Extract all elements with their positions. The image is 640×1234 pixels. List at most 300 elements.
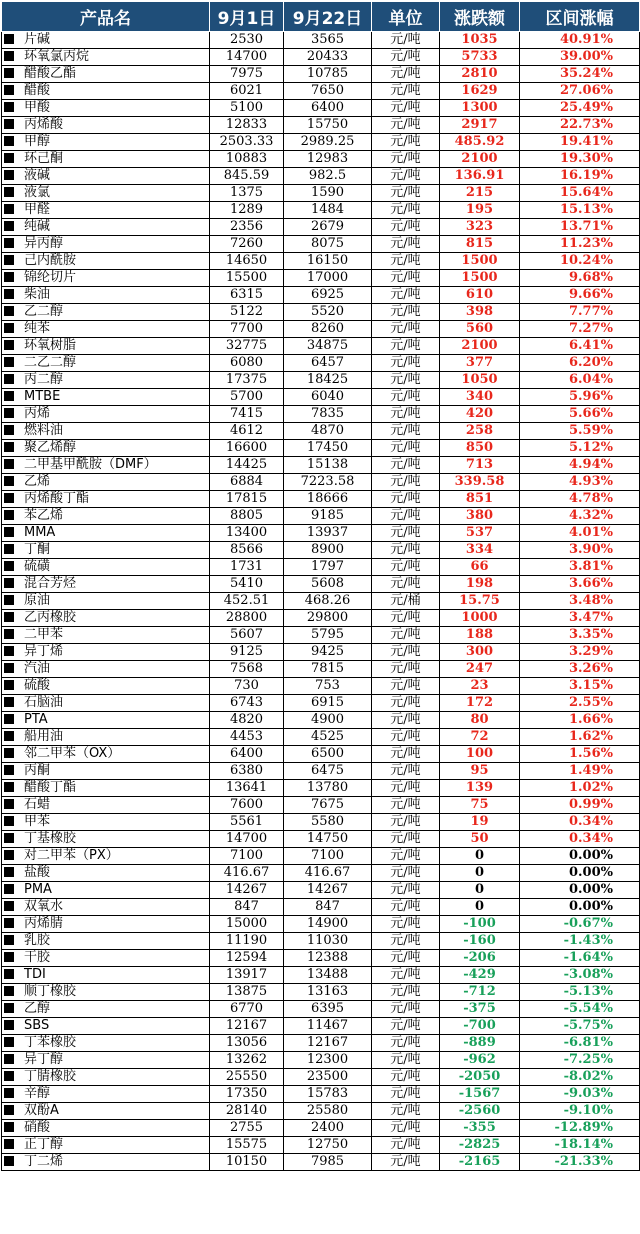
table-row xyxy=(2,66,640,83)
price-sep-1-cell: 6884 xyxy=(210,474,284,491)
bullet-square-icon xyxy=(4,442,14,452)
table-row xyxy=(2,848,640,865)
product-name: 丁苯橡胶 xyxy=(24,1035,77,1050)
change-percent-cell: 5.59% xyxy=(520,423,640,440)
price-sep-22-cell: 7100 xyxy=(284,848,372,865)
unit-cell: 元/吨 xyxy=(372,83,440,100)
change-percent-cell: 22.73% xyxy=(520,117,640,134)
change-amount-cell: 2917 xyxy=(440,117,520,134)
price-sep-22-cell: 15783 xyxy=(284,1086,372,1103)
table-row xyxy=(2,1052,640,1069)
bullet-square-icon xyxy=(4,476,14,486)
table-row xyxy=(2,117,640,134)
price-sep-1-cell: 14700 xyxy=(210,49,284,66)
change-amount-cell: 15.75 xyxy=(440,593,520,610)
table-row xyxy=(2,644,640,661)
price-sep-1-cell: 17375 xyxy=(210,372,284,389)
change-percent-cell: 2.55% xyxy=(520,695,640,712)
price-sep-22-cell: 25580 xyxy=(284,1103,372,1120)
unit-cell: 元/吨 xyxy=(372,508,440,525)
product-name-cell xyxy=(2,151,210,168)
product-name: 醋酸丁酯 xyxy=(24,780,77,795)
unit-cell: 元/吨 xyxy=(372,134,440,151)
price-sep-1-cell: 2503.33 xyxy=(210,134,284,151)
product-name: 丙烯酸 xyxy=(24,117,64,132)
change-amount-cell: -1567 xyxy=(440,1086,520,1103)
product-name: 硫磺 xyxy=(24,559,51,574)
unit-cell: 元/吨 xyxy=(372,270,440,287)
product-name-cell xyxy=(2,389,210,406)
product-name-cell xyxy=(2,83,210,100)
change-amount-cell: -700 xyxy=(440,1018,520,1035)
product-name-cell xyxy=(2,882,210,899)
price-sep-1-cell: 17815 xyxy=(210,491,284,508)
price-sep-22-cell: 468.26 xyxy=(284,593,372,610)
bullet-square-icon xyxy=(4,374,14,384)
unit-cell: 元/吨 xyxy=(372,117,440,134)
product-name-cell xyxy=(2,355,210,372)
unit-cell: 元/吨 xyxy=(372,338,440,355)
change-amount-cell: 247 xyxy=(440,661,520,678)
price-sep-22-cell: 12300 xyxy=(284,1052,372,1069)
unit-cell: 元/吨 xyxy=(372,219,440,236)
bullet-square-icon xyxy=(4,833,14,843)
price-sep-1-cell: 15575 xyxy=(210,1137,284,1154)
price-sep-1-cell: 7975 xyxy=(210,66,284,83)
table-row xyxy=(2,899,640,916)
product-name: 环氧树脂 xyxy=(24,338,77,353)
change-percent-cell: -5.75% xyxy=(520,1018,640,1035)
price-sep-22-cell: 12983 xyxy=(284,151,372,168)
product-name: 醋酸乙酯 xyxy=(24,66,77,81)
product-name: 邻二甲苯（OX） xyxy=(24,746,121,761)
product-name: 甲醛 xyxy=(24,202,51,217)
product-name: 丁酮 xyxy=(24,542,51,557)
change-percent-cell: 5.12% xyxy=(520,440,640,457)
price-sep-22-cell: 20433 xyxy=(284,49,372,66)
bullet-square-icon xyxy=(4,1071,14,1081)
change-amount-cell: 100 xyxy=(440,746,520,763)
product-name: 己内酰胺 xyxy=(24,253,77,268)
unit-cell: 元/吨 xyxy=(372,916,440,933)
bullet-square-icon xyxy=(4,204,14,214)
change-percent-cell: 19.30% xyxy=(520,151,640,168)
product-name: 二甲基甲酰胺（DMF） xyxy=(24,457,157,472)
product-name: 柴油 xyxy=(24,287,51,302)
price-sep-22-cell: 13937 xyxy=(284,525,372,542)
table-row xyxy=(2,525,640,542)
bullet-square-icon xyxy=(4,68,14,78)
table-row xyxy=(2,763,640,780)
product-name: 二乙二醇 xyxy=(24,355,77,370)
product-name-cell xyxy=(2,253,210,270)
change-percent-cell: 10.24% xyxy=(520,253,640,270)
unit-cell: 元/吨 xyxy=(372,1103,440,1120)
product-name-cell xyxy=(2,1035,210,1052)
change-percent-cell: 9.68% xyxy=(520,270,640,287)
change-amount-cell: 1300 xyxy=(440,100,520,117)
product-name: 异丙醇 xyxy=(24,236,64,251)
bullet-square-icon xyxy=(4,952,14,962)
change-amount-cell: -375 xyxy=(440,1001,520,1018)
price-sep-1-cell: 11190 xyxy=(210,933,284,950)
bullet-square-icon xyxy=(4,1054,14,1064)
price-sep-1-cell: 28800 xyxy=(210,610,284,627)
product-name: 干胶 xyxy=(24,950,51,965)
change-amount-cell: 851 xyxy=(440,491,520,508)
bullet-square-icon xyxy=(4,1088,14,1098)
price-sep-1-cell: 7415 xyxy=(210,406,284,423)
product-name: 甲醇 xyxy=(24,134,51,149)
product-name-cell xyxy=(2,270,210,287)
unit-cell: 元/吨 xyxy=(372,457,440,474)
price-sep-1-cell: 6380 xyxy=(210,763,284,780)
price-sep-1-cell: 8566 xyxy=(210,542,284,559)
price-sep-22-cell: 34875 xyxy=(284,338,372,355)
table-row xyxy=(2,610,640,627)
change-percent-cell: 3.29% xyxy=(520,644,640,661)
price-sep-22-cell: 4525 xyxy=(284,729,372,746)
change-amount-cell: 1035 xyxy=(440,32,520,49)
product-name-cell xyxy=(2,1154,210,1171)
change-amount-cell: 560 xyxy=(440,321,520,338)
product-name: 双酚A xyxy=(24,1103,59,1118)
product-name: 辛醇 xyxy=(24,1086,51,1101)
product-name: 片碱 xyxy=(24,32,51,47)
price-sep-1-cell: 15500 xyxy=(210,270,284,287)
bullet-square-icon xyxy=(4,272,14,282)
price-sep-1-cell: 5100 xyxy=(210,100,284,117)
change-percent-cell: 0.00% xyxy=(520,848,640,865)
change-percent-cell: 6.04% xyxy=(520,372,640,389)
change-percent-cell: 11.23% xyxy=(520,236,640,253)
change-amount-cell: 95 xyxy=(440,763,520,780)
table-row xyxy=(2,321,640,338)
product-name-cell xyxy=(2,219,210,236)
table-row xyxy=(2,185,640,202)
change-amount-cell: 72 xyxy=(440,729,520,746)
bullet-square-icon xyxy=(4,510,14,520)
product-name-cell xyxy=(2,559,210,576)
price-sep-22-cell: 12167 xyxy=(284,1035,372,1052)
bullet-square-icon xyxy=(4,901,14,911)
table-row xyxy=(2,270,640,287)
price-sep-1-cell: 5607 xyxy=(210,627,284,644)
change-percent-cell: 0.00% xyxy=(520,882,640,899)
change-amount-cell: 66 xyxy=(440,559,520,576)
change-amount-cell: -2165 xyxy=(440,1154,520,1171)
unit-cell: 元/吨 xyxy=(372,610,440,627)
table-row xyxy=(2,967,640,984)
table-row xyxy=(2,1103,640,1120)
product-name-cell xyxy=(2,440,210,457)
bullet-square-icon xyxy=(4,102,14,112)
price-sep-22-cell: 11030 xyxy=(284,933,372,950)
table-row xyxy=(2,440,640,457)
change-amount-cell: 172 xyxy=(440,695,520,712)
change-percent-cell: 40.91% xyxy=(520,32,640,49)
table-row xyxy=(2,865,640,882)
price-sep-22-cell: 7985 xyxy=(284,1154,372,1171)
product-name-cell xyxy=(2,406,210,423)
table-row xyxy=(2,1035,640,1052)
price-sep-1-cell: 1289 xyxy=(210,202,284,219)
unit-cell: 元/吨 xyxy=(372,695,440,712)
change-percent-cell: 3.81% xyxy=(520,559,640,576)
bullet-square-icon xyxy=(4,323,14,333)
bullet-square-icon xyxy=(4,680,14,690)
product-name: PTA xyxy=(24,712,48,727)
unit-cell: 元/吨 xyxy=(372,202,440,219)
bullet-square-icon xyxy=(4,85,14,95)
price-sep-1-cell: 16600 xyxy=(210,440,284,457)
change-amount-cell: 0 xyxy=(440,899,520,916)
bullet-square-icon xyxy=(4,51,14,61)
change-percent-cell: 3.90% xyxy=(520,542,640,559)
product-name: 丁基橡胶 xyxy=(24,831,77,846)
unit-cell: 元/吨 xyxy=(372,848,440,865)
price-sep-22-cell: 5795 xyxy=(284,627,372,644)
table-row xyxy=(2,100,640,117)
product-name: 硝酸 xyxy=(24,1120,51,1135)
product-name-cell xyxy=(2,763,210,780)
change-percent-cell: 5.66% xyxy=(520,406,640,423)
product-name-cell xyxy=(2,202,210,219)
bullet-square-icon xyxy=(4,867,14,877)
product-name: 液氯 xyxy=(24,185,51,200)
price-sep-22-cell: 13488 xyxy=(284,967,372,984)
bullet-square-icon xyxy=(4,493,14,503)
bullet-square-icon xyxy=(4,136,14,146)
price-sep-22-cell: 16150 xyxy=(284,253,372,270)
unit-cell: 元/吨 xyxy=(372,882,440,899)
change-percent-cell: 3.48% xyxy=(520,593,640,610)
product-name: 船用油 xyxy=(24,729,64,744)
table-row xyxy=(2,83,640,100)
product-name: 石脑油 xyxy=(24,695,64,710)
product-name: 丙酮 xyxy=(24,763,51,778)
unit-cell: 元/吨 xyxy=(372,287,440,304)
price-sep-22-cell: 12750 xyxy=(284,1137,372,1154)
change-percent-cell: -18.14% xyxy=(520,1137,640,1154)
bullet-square-icon xyxy=(4,459,14,469)
price-sep-1-cell: 6315 xyxy=(210,287,284,304)
change-amount-cell: 5733 xyxy=(440,49,520,66)
unit-cell: 元/吨 xyxy=(372,236,440,253)
bullet-square-icon xyxy=(4,527,14,537)
price-sep-1-cell: 12594 xyxy=(210,950,284,967)
table-row xyxy=(2,304,640,321)
product-name: TDI xyxy=(24,967,46,982)
change-amount-cell: 537 xyxy=(440,525,520,542)
unit-cell: 元/吨 xyxy=(372,32,440,49)
table-row xyxy=(2,1086,640,1103)
price-sep-22-cell: 17450 xyxy=(284,440,372,457)
product-name: 乙丙橡胶 xyxy=(24,610,77,625)
change-amount-cell: 420 xyxy=(440,406,520,423)
product-name-cell xyxy=(2,593,210,610)
change-percent-cell: 4.32% xyxy=(520,508,640,525)
change-percent-cell: -1.43% xyxy=(520,933,640,950)
price-sep-22-cell: 6915 xyxy=(284,695,372,712)
unit-cell: 元/吨 xyxy=(372,1001,440,1018)
table-row xyxy=(2,287,640,304)
price-sep-1-cell: 5700 xyxy=(210,389,284,406)
product-name: MTBE xyxy=(24,389,61,404)
change-percent-cell: 3.35% xyxy=(520,627,640,644)
price-sep-22-cell: 6925 xyxy=(284,287,372,304)
product-name-cell xyxy=(2,236,210,253)
change-amount-cell: 1050 xyxy=(440,372,520,389)
change-percent-cell: 15.64% xyxy=(520,185,640,202)
unit-cell: 元/吨 xyxy=(372,423,440,440)
change-amount-cell: 23 xyxy=(440,678,520,695)
unit-cell: 元/吨 xyxy=(372,763,440,780)
unit-cell: 元/吨 xyxy=(372,100,440,117)
product-name-cell xyxy=(2,729,210,746)
product-name: 丁二烯 xyxy=(24,1154,64,1169)
change-amount-cell: -2560 xyxy=(440,1103,520,1120)
table-row xyxy=(2,627,640,644)
price-sep-1-cell: 13641 xyxy=(210,780,284,797)
price-sep-1-cell: 8805 xyxy=(210,508,284,525)
product-name: 聚乙烯醇 xyxy=(24,440,77,455)
price-sep-1-cell: 2530 xyxy=(210,32,284,49)
product-name: 混合芳烃 xyxy=(24,576,77,591)
change-amount-cell: 380 xyxy=(440,508,520,525)
price-sep-22-cell: 4870 xyxy=(284,423,372,440)
product-name-cell xyxy=(2,1001,210,1018)
change-amount-cell: 398 xyxy=(440,304,520,321)
price-sep-1-cell: 4453 xyxy=(210,729,284,746)
change-amount-cell: 188 xyxy=(440,627,520,644)
bullet-square-icon xyxy=(4,731,14,741)
change-percent-cell: 16.19% xyxy=(520,168,640,185)
bullet-square-icon xyxy=(4,578,14,588)
bullet-square-icon xyxy=(4,34,14,44)
product-name: SBS xyxy=(24,1018,50,1033)
product-name: 二甲苯 xyxy=(24,627,64,642)
change-percent-cell: 9.66% xyxy=(520,287,640,304)
table-row xyxy=(2,423,640,440)
table-row xyxy=(2,1069,640,1086)
change-percent-cell: -21.33% xyxy=(520,1154,640,1171)
product-name-cell xyxy=(2,797,210,814)
unit-cell: 元/吨 xyxy=(372,729,440,746)
unit-cell: 元/吨 xyxy=(372,746,440,763)
change-percent-cell: 0.34% xyxy=(520,814,640,831)
product-name: 石蜡 xyxy=(24,797,51,812)
product-name-cell xyxy=(2,984,210,1001)
header-sep-1: 9月1日 xyxy=(210,2,284,32)
price-sep-22-cell: 14900 xyxy=(284,916,372,933)
bullet-square-icon xyxy=(4,663,14,673)
bullet-square-icon xyxy=(4,765,14,775)
product-name-cell xyxy=(2,525,210,542)
change-amount-cell: -206 xyxy=(440,950,520,967)
product-name-cell xyxy=(2,66,210,83)
price-sep-22-cell: 12388 xyxy=(284,950,372,967)
bullet-square-icon xyxy=(4,986,14,996)
unit-cell: 元/吨 xyxy=(372,355,440,372)
table-row xyxy=(2,1120,640,1137)
product-name-cell xyxy=(2,423,210,440)
change-amount-cell: 0 xyxy=(440,865,520,882)
bullet-square-icon xyxy=(4,561,14,571)
product-name-cell xyxy=(2,287,210,304)
change-percent-cell: 13.71% xyxy=(520,219,640,236)
change-amount-cell: -2050 xyxy=(440,1069,520,1086)
price-sep-22-cell: 2679 xyxy=(284,219,372,236)
change-amount-cell: 1000 xyxy=(440,610,520,627)
table-row xyxy=(2,372,640,389)
change-percent-cell: 4.93% xyxy=(520,474,640,491)
price-sep-1-cell: 5561 xyxy=(210,814,284,831)
unit-cell: 元/吨 xyxy=(372,644,440,661)
product-name-cell xyxy=(2,457,210,474)
table-row xyxy=(2,576,640,593)
change-percent-cell: 4.78% xyxy=(520,491,640,508)
product-name-cell xyxy=(2,627,210,644)
product-name-cell xyxy=(2,168,210,185)
product-name: 纯碱 xyxy=(24,219,51,234)
bullet-square-icon xyxy=(4,799,14,809)
product-name: 乙烯 xyxy=(24,474,51,489)
product-name-cell xyxy=(2,338,210,355)
product-name: 甲苯 xyxy=(24,814,51,829)
price-sep-22-cell: 8900 xyxy=(284,542,372,559)
bullet-square-icon xyxy=(4,850,14,860)
change-percent-cell: 3.47% xyxy=(520,610,640,627)
price-sep-22-cell: 15138 xyxy=(284,457,372,474)
product-name-cell xyxy=(2,1120,210,1137)
table-row xyxy=(2,355,640,372)
bullet-square-icon xyxy=(4,425,14,435)
product-name: 乙醇 xyxy=(24,1001,51,1016)
change-amount-cell: 815 xyxy=(440,236,520,253)
change-percent-cell: -9.03% xyxy=(520,1086,640,1103)
product-name: 乙二醇 xyxy=(24,304,64,319)
price-sep-22-cell: 1797 xyxy=(284,559,372,576)
table-row xyxy=(2,389,640,406)
unit-cell: 元/吨 xyxy=(372,168,440,185)
price-sep-1-cell: 28140 xyxy=(210,1103,284,1120)
price-sep-1-cell: 7600 xyxy=(210,797,284,814)
product-name-cell xyxy=(2,814,210,831)
unit-cell: 元/吨 xyxy=(372,627,440,644)
table-row xyxy=(2,661,640,678)
product-name: 环氧氯丙烷 xyxy=(24,49,90,64)
unit-cell: 元/桶 xyxy=(372,593,440,610)
change-amount-cell: 195 xyxy=(440,202,520,219)
price-sep-1-cell: 7260 xyxy=(210,236,284,253)
bullet-square-icon xyxy=(4,289,14,299)
price-sep-22-cell: 14267 xyxy=(284,882,372,899)
change-percent-cell: 6.41% xyxy=(520,338,640,355)
change-percent-cell: -7.25% xyxy=(520,1052,640,1069)
price-sep-1-cell: 5122 xyxy=(210,304,284,321)
unit-cell: 元/吨 xyxy=(372,933,440,950)
bullet-square-icon xyxy=(4,969,14,979)
change-amount-cell: 334 xyxy=(440,542,520,559)
change-amount-cell: 485.92 xyxy=(440,134,520,151)
product-name-cell xyxy=(2,610,210,627)
unit-cell: 元/吨 xyxy=(372,661,440,678)
price-sep-22-cell: 6040 xyxy=(284,389,372,406)
bullet-square-icon xyxy=(4,238,14,248)
price-sep-22-cell: 10785 xyxy=(284,66,372,83)
product-name: 汽油 xyxy=(24,661,51,676)
